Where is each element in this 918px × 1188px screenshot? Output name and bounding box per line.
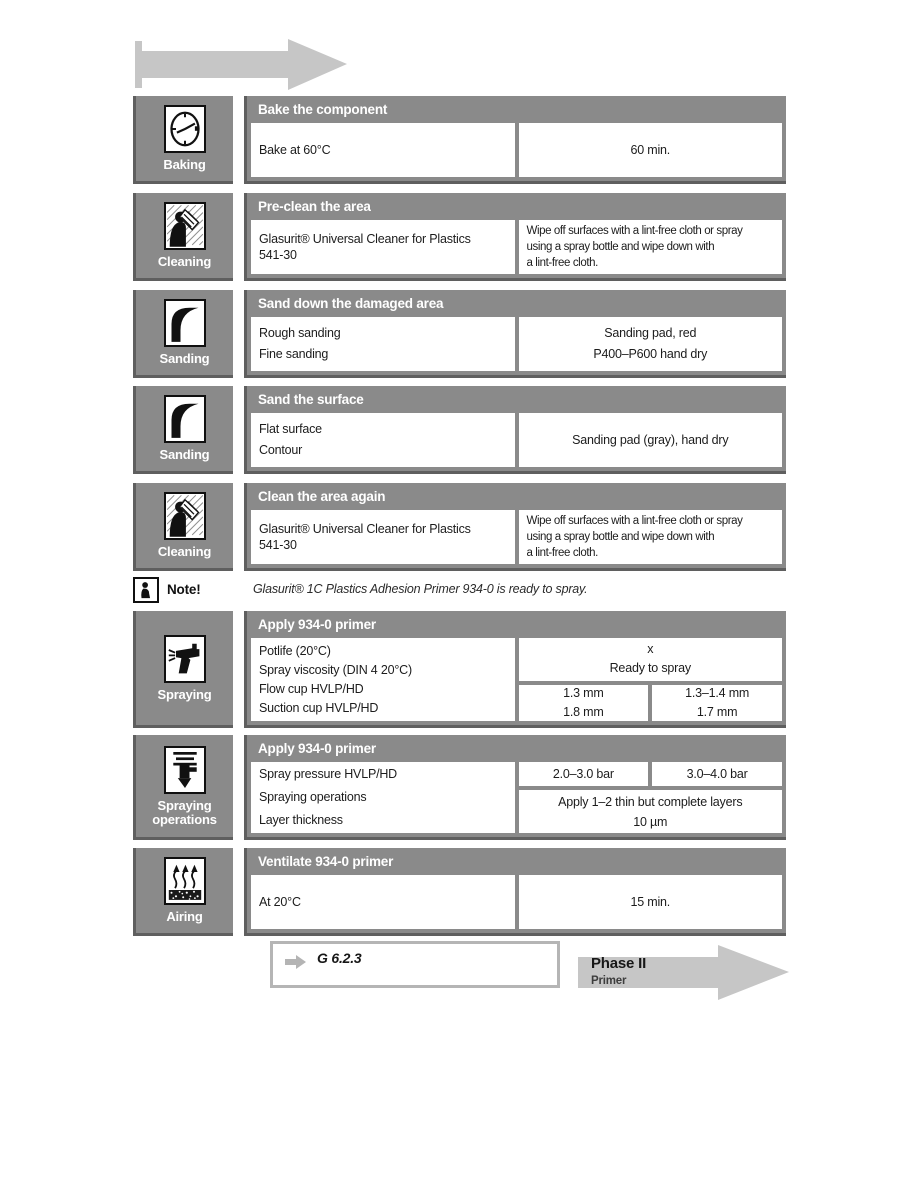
step-cleaning-2 bbox=[133, 483, 233, 571]
cell-text: Glasurit® Universal Cleaner for Plastics bbox=[259, 232, 471, 246]
table-cell-left bbox=[251, 317, 515, 371]
cleaning-icon bbox=[164, 492, 206, 540]
table-cell-right bbox=[519, 875, 783, 929]
table-header: Bake the component bbox=[258, 102, 388, 117]
cell-text: Flat surface bbox=[259, 422, 322, 436]
table-cell-right bbox=[519, 220, 783, 274]
cell-text: using a spray bottle and wipe down with bbox=[526, 531, 715, 543]
table-cell-left bbox=[251, 762, 515, 833]
sanding-icon bbox=[164, 395, 206, 443]
cell-text: Spraying operations bbox=[259, 790, 367, 804]
step-baking bbox=[133, 96, 233, 184]
step-sanding-2 bbox=[133, 386, 233, 474]
table-header: Apply 934-0 primer bbox=[258, 741, 376, 756]
table-header: Apply 934-0 primer bbox=[258, 617, 376, 632]
step-label: Cleaning bbox=[157, 254, 212, 269]
step-label: Cleaning bbox=[157, 544, 212, 559]
cell-text: Layer thickness bbox=[259, 813, 343, 827]
table-cell-right bbox=[519, 510, 783, 564]
table-apply-primer-1 bbox=[244, 611, 786, 728]
step-cleaning-1 bbox=[133, 193, 233, 281]
step-label: Sanding bbox=[159, 351, 210, 366]
table-clean-again bbox=[244, 483, 786, 571]
clock-icon bbox=[164, 105, 206, 153]
cell-text: At 20°C bbox=[259, 895, 301, 909]
cell-text: Fine sanding bbox=[259, 347, 329, 361]
table-cell-left bbox=[251, 875, 515, 929]
reference-arrow-icon bbox=[285, 955, 307, 974]
note-person-icon bbox=[133, 577, 159, 603]
cell-text: 60 min. bbox=[630, 143, 671, 157]
cell-text: 15 min. bbox=[630, 895, 671, 909]
cell-text: Spray viscosity (DIN 4 20°C) bbox=[259, 662, 412, 677]
cell-text: 10 µm bbox=[633, 814, 668, 829]
table-cell-right bbox=[519, 413, 783, 467]
step-airing bbox=[133, 848, 233, 936]
cell-text: using a spray bottle and wipe down with bbox=[526, 241, 715, 253]
table-right-columns bbox=[519, 762, 783, 786]
reference-text: G 6.2.3 bbox=[317, 950, 362, 966]
table-cell-left bbox=[251, 638, 515, 721]
cell-text: 1.3 mm bbox=[563, 685, 604, 700]
step-label: Spraying operations bbox=[152, 797, 217, 827]
table-apply-primer-2 bbox=[244, 735, 786, 840]
table-bake bbox=[244, 96, 786, 184]
cell-text: 1.3–1.4 mm bbox=[685, 685, 750, 700]
table-cell-col2 bbox=[652, 685, 782, 722]
cell-text: Contour bbox=[259, 443, 303, 457]
cell-text: Glasurit® Universal Cleaner for Plastics bbox=[259, 522, 471, 536]
table-cell-col2 bbox=[652, 762, 782, 786]
cell-text: Wipe off surfaces with a lint-free cloth or spray bbox=[526, 515, 743, 527]
table-sand-damaged bbox=[244, 290, 786, 378]
step-spraying bbox=[133, 611, 233, 728]
step-label: Baking bbox=[163, 157, 206, 172]
cell-text: Spray pressure HVLP/HD bbox=[259, 767, 398, 781]
table-cell-left bbox=[251, 220, 515, 274]
cell-text: Sanding pad, red bbox=[604, 326, 697, 340]
table-sand-surface bbox=[244, 386, 786, 474]
table-cell-span bbox=[519, 790, 783, 833]
cell-text: Flow cup HVLP/HD bbox=[259, 681, 364, 696]
step-sanding-1 bbox=[133, 290, 233, 378]
phase-subtitle: Primer bbox=[591, 975, 627, 987]
cell-text: a lint-free cloth. bbox=[526, 257, 598, 269]
cell-text: 2.0–3.0 bar bbox=[552, 767, 614, 781]
sanding-icon bbox=[164, 299, 206, 347]
table-cell-right bbox=[519, 317, 783, 371]
table-header: Ventilate 934-0 primer bbox=[258, 854, 394, 869]
table-header: Sand the surface bbox=[258, 392, 364, 407]
step-spraying-operations bbox=[133, 735, 233, 840]
cell-text: Apply 1–2 thin but complete layers bbox=[558, 794, 743, 809]
spray-gun-icon bbox=[164, 635, 206, 683]
table-cell-col1 bbox=[519, 762, 649, 786]
table-cell-left bbox=[251, 413, 515, 467]
table-ventilate bbox=[244, 848, 786, 936]
note-label: Note! bbox=[167, 582, 201, 597]
flow-arrow-phase-icon bbox=[578, 944, 790, 1001]
cell-text: 541-30 bbox=[259, 538, 297, 552]
cell-text: Rough sanding bbox=[259, 326, 341, 340]
cell-text: Bake at 60°C bbox=[259, 143, 331, 157]
table-right-columns bbox=[519, 685, 783, 722]
table-right-stack bbox=[519, 638, 783, 721]
cell-text: Wipe off surfaces with a lint-free cloth or spray bbox=[526, 225, 743, 237]
reference-box bbox=[270, 941, 560, 988]
table-header: Sand down the damaged area bbox=[258, 296, 444, 311]
cell-text: Sanding pad (gray), hand dry bbox=[572, 433, 729, 447]
airing-icon bbox=[164, 857, 206, 905]
cell-text: Suction cup HVLP/HD bbox=[259, 700, 379, 715]
note-text: Glasurit® 1C Plastics Adhesion Primer 934-0 is ready to spray. bbox=[253, 582, 588, 596]
cell-text: Potlife (20°C) bbox=[259, 643, 331, 658]
note-row bbox=[133, 577, 793, 605]
table-right-stack bbox=[519, 762, 783, 833]
table-cell-right bbox=[519, 123, 783, 177]
cell-text: P400–P600 hand dry bbox=[593, 347, 708, 361]
step-label: Spraying bbox=[157, 686, 212, 702]
cell-text: Ready to spray bbox=[609, 661, 691, 676]
cell-text: 3.0–4.0 bar bbox=[686, 767, 748, 781]
table-cell-col1 bbox=[519, 685, 649, 722]
table-cell-left bbox=[251, 510, 515, 564]
table-cell-left bbox=[251, 123, 515, 177]
cell-text: a lint-free cloth. bbox=[526, 547, 598, 559]
table-header: Pre-clean the area bbox=[258, 199, 371, 214]
cleaning-icon bbox=[164, 202, 206, 250]
table-cell-span bbox=[519, 638, 783, 681]
spray-gun-down-icon bbox=[164, 746, 206, 794]
step-label: Sanding bbox=[159, 447, 210, 462]
table-header: Clean the area again bbox=[258, 489, 386, 504]
cell-text: 1.7 mm bbox=[696, 704, 738, 719]
cell-text: 541-30 bbox=[259, 248, 297, 262]
cell-text: 1.8 mm bbox=[563, 704, 604, 719]
flow-arrow-top-icon bbox=[135, 38, 348, 91]
cell-text: x bbox=[647, 642, 654, 657]
step-label: Airing bbox=[166, 909, 203, 924]
phase-title: Phase II bbox=[591, 955, 647, 972]
table-preclean bbox=[244, 193, 786, 281]
